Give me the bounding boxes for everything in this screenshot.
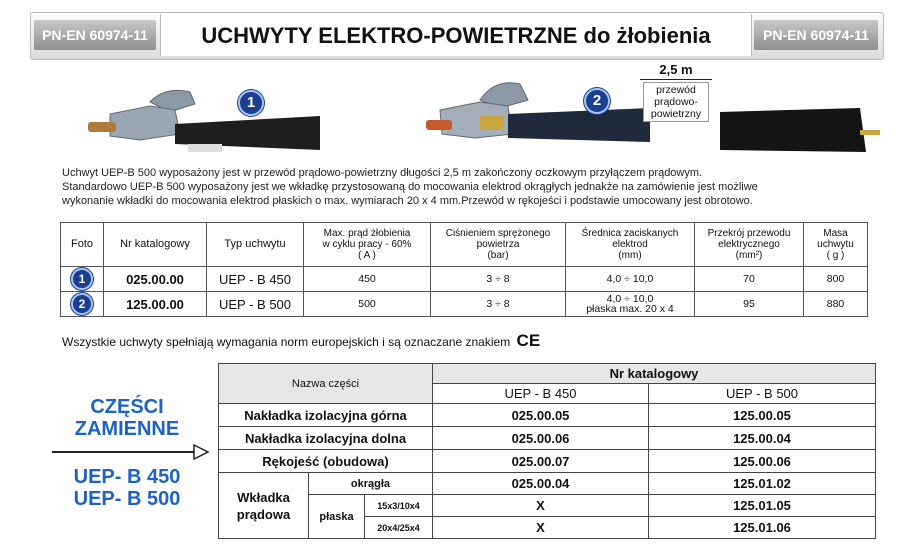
mass-cell: 800 (804, 267, 868, 292)
model-header: UEP - B 500 (649, 384, 876, 404)
catalog-b500: 125.00.05 (649, 404, 876, 427)
header-cell: Nr katalogowy (104, 223, 207, 267)
table-row (61, 267, 868, 292)
spec-table-header (61, 223, 868, 267)
current-cell: 450 (304, 267, 431, 292)
header-cell: Foto (61, 223, 104, 267)
part-name: Nakładka izolacyjna górna (219, 404, 433, 427)
standard-label-right: PN-EN 60974-11 (754, 20, 878, 50)
photo-number-badge: 1 (71, 268, 93, 290)
model-header: UEP - B 450 (433, 384, 649, 404)
dimension-line (640, 79, 712, 80)
header-cell: Typ uchwytu (207, 223, 304, 267)
header-cell: Przekrój przewodu elektrycznego (mm²) (695, 223, 804, 267)
section-cell: 70 (695, 267, 804, 292)
diameter-cell: 4,0 ÷ 10,0 płaska max. 20 x 4 (566, 292, 695, 317)
header-cell: Średnica zaciskanych elektrod (mm) (566, 223, 695, 267)
spare-parts-model: UEP- B 450 (73, 466, 181, 488)
product-number-badge-2: 2 (584, 88, 610, 114)
part-name: Nakładka izolacyjna dolna (219, 427, 433, 450)
compliance-text: Wszystkie uchwyty spełniają wymagania norm europejskich i są oznaczane znakiem (62, 335, 511, 349)
catalog-cell: 025.00.00 (104, 267, 207, 292)
foto-cell (61, 267, 104, 292)
ce-mark: CE (516, 331, 541, 350)
cable-length-annotation (640, 62, 712, 122)
catalog-b450: X (433, 517, 649, 539)
table-row (219, 495, 876, 517)
mass-cell: 880 (804, 292, 868, 317)
insert-label: Wkładka prądowa (219, 473, 309, 539)
catalog-cell: 125.00.00 (104, 292, 207, 317)
section-cell: 95 (695, 292, 804, 317)
insert-size: 15x3/10x4 (365, 495, 433, 517)
part-name-header: Nazwa części (219, 364, 433, 404)
standard-label-left: PN-EN 60974-11 (34, 20, 156, 50)
product-photo-1 (80, 84, 330, 164)
catalog-b450: 025.00.04 (433, 473, 649, 495)
cable-label: przewód prądowo-powietrzny (643, 82, 709, 122)
table-header-row (219, 364, 876, 384)
photo-number-badge: 2 (71, 293, 93, 315)
description-line: wykonanie wkładki do mocowania elektrod płaskich o max. wymiarach 20 x 4 mm.Przewód w rękojeści i podstawie umocowany jest obrotowo. (62, 195, 753, 207)
diameter-cell: 4,0 ÷ 10,0 (566, 267, 695, 292)
product-number-badge-1: 1 (238, 90, 264, 116)
spare-parts-heading: CZĘŚCI ZAMIENNE (74, 396, 180, 440)
catalog-b500: 125.01.06 (649, 517, 876, 539)
table-row (219, 427, 876, 450)
pressure-cell: 3 ÷ 8 (431, 267, 566, 292)
insert-type: okrągła (309, 473, 433, 495)
catalog-header: Nr katalogowy (433, 364, 876, 384)
description-line: Uchwyt UEP-B 500 wyposażony jest w przewód prądowo-powietrzny długości 2,5 m zakończony oczkowym przyłączem prądowym. (62, 167, 703, 179)
header-cell: Ciśnieniem sprężonego powietrza (bar) (431, 223, 566, 267)
pressure-cell: 3 ÷ 8 (431, 292, 566, 317)
catalog-b450: 025.00.05 (433, 404, 649, 427)
page-title: UCHWYTY ELEKTRO-POWIETRZNE do żłobienia (160, 14, 752, 56)
description (62, 166, 862, 208)
arrow-icon (50, 442, 210, 462)
table-row (219, 473, 876, 495)
type-cell: UEP - B 500 (207, 292, 304, 317)
foto-cell (61, 292, 104, 317)
compliance-note (62, 331, 540, 351)
type-cell: UEP - B 450 (207, 267, 304, 292)
part-name: Rękojeść (obudowa) (219, 450, 433, 473)
insert-size: 20x4/25x4 (365, 517, 433, 539)
table-row (219, 450, 876, 473)
current-cell: 500 (304, 292, 431, 317)
catalog-b450: X (433, 495, 649, 517)
spec-table (60, 222, 868, 317)
header-cell: Max. prąd żłobienia w cyklu pracy - 60% ( A ) (304, 223, 431, 267)
header-cell: Masa uchwytu ( g ) (804, 223, 868, 267)
table-row (219, 404, 876, 427)
spare-parts-model: UEP- B 500 (73, 488, 181, 510)
spare-parts-table (218, 363, 876, 539)
catalog-b500: 125.01.02 (649, 473, 876, 495)
cable-length: 2,5 m (659, 62, 693, 77)
catalog-b500: 125.01.05 (649, 495, 876, 517)
catalog-b450: 025.00.06 (433, 427, 649, 450)
catalog-b500: 125.00.06 (649, 450, 876, 473)
catalog-b450: 025.00.07 (433, 450, 649, 473)
insert-type: płaska (309, 495, 365, 539)
catalog-b500: 125.00.04 (649, 427, 876, 450)
table-row (61, 292, 868, 317)
description-line: Standardowo UEP-B 500 wyposażony jest we wkładkę przystosowaną do mocowania elektrod okrągłych jednakże na zamówienie jest możliwe (62, 181, 758, 193)
